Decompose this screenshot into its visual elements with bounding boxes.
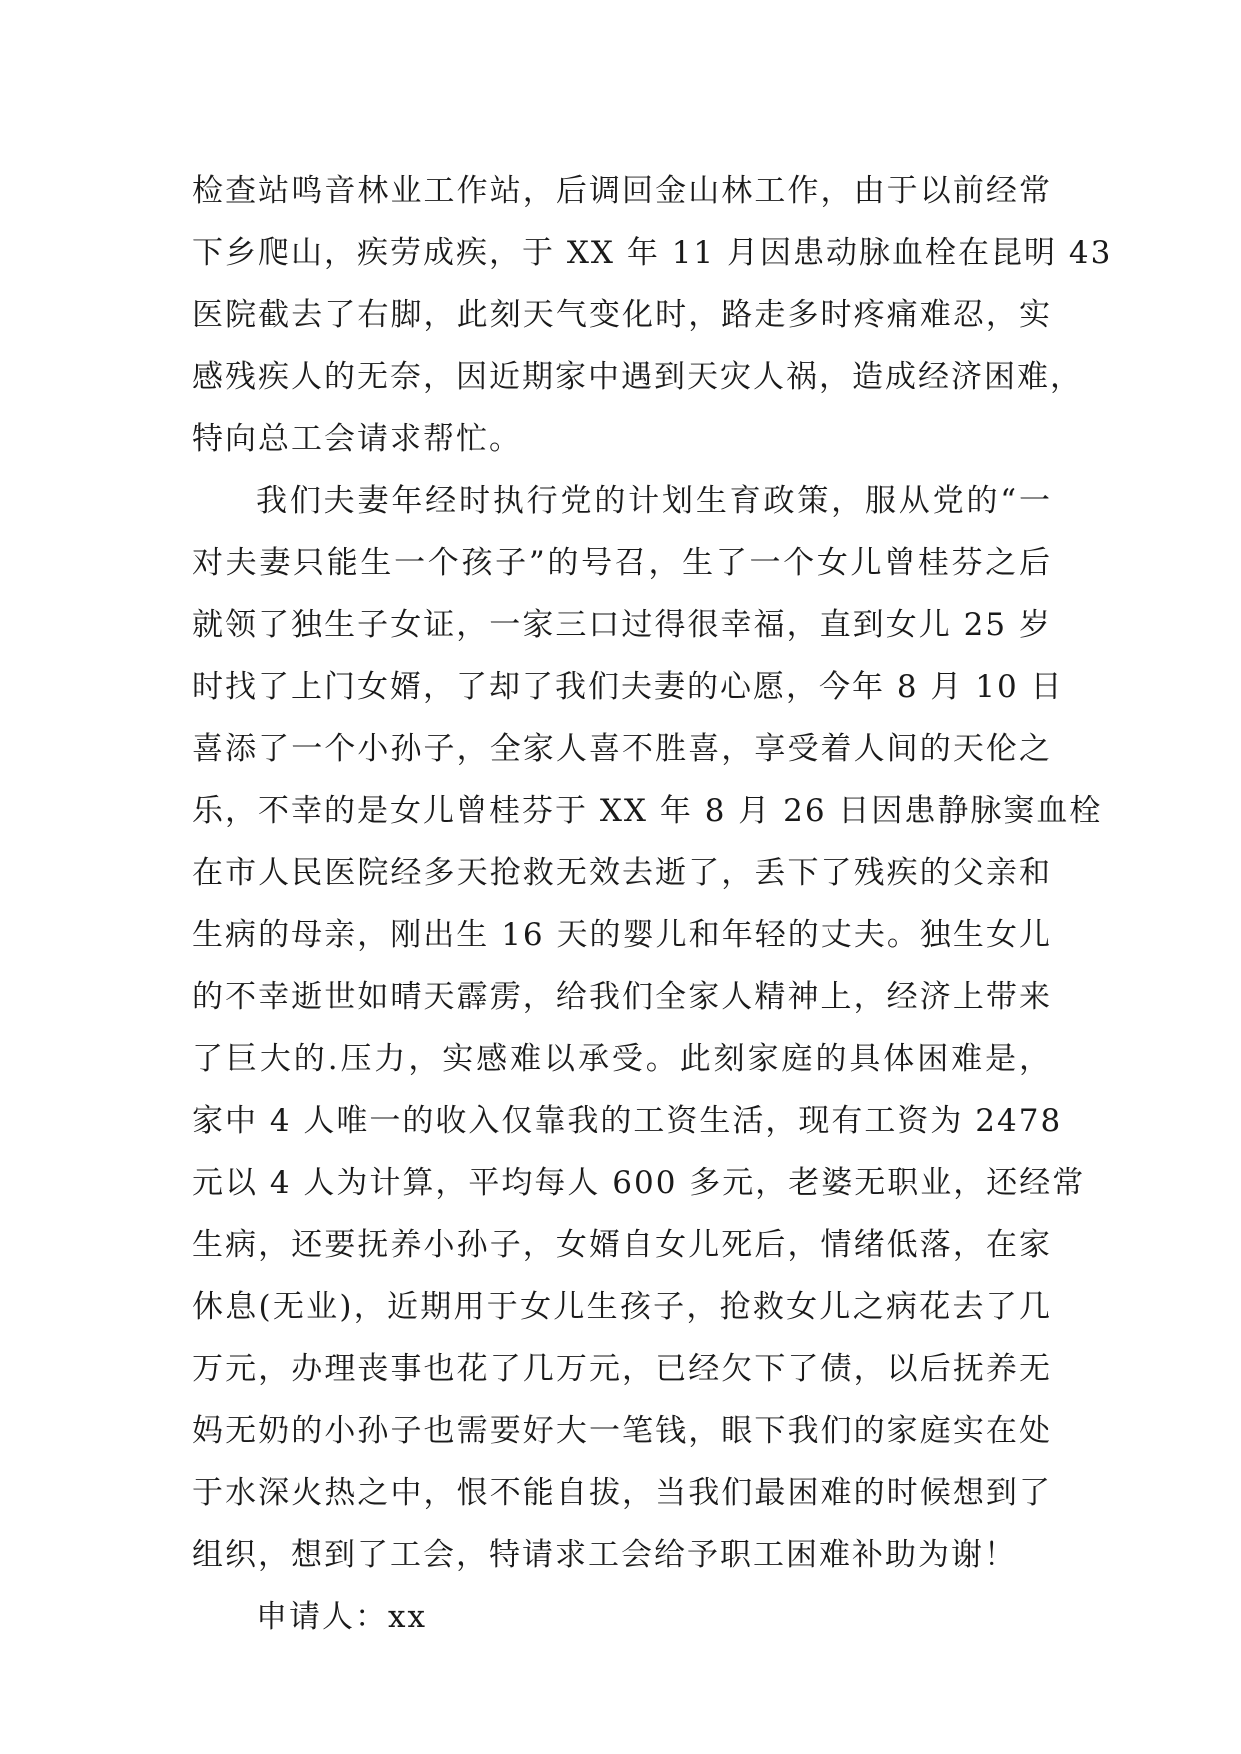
text-line: 乐，不幸的是女儿曾桂芬于 XX 年 8 月 26 日因患静脉窦血栓: [192, 793, 1103, 829]
text-line: 医院截去了右脚，此刻天气变化时，路走多时疼痛难忍，实: [192, 297, 1052, 333]
text-line: 我们夫妻年经时执行党的计划生育政策，服从党的“一: [256, 483, 1052, 519]
text-line: 休息(无业)，近期用于女儿生孩子，抢救女儿之病花去了几: [192, 1289, 1052, 1325]
text-line: 喜添了一个小孙子，全家人喜不胜喜，享受着人间的天伦之: [192, 731, 1052, 767]
text-line: 生病，还要抚养小孙子，女婿自女儿死后，情绪低落，在家: [192, 1227, 1052, 1263]
text-line: 组织，想到了工会，特请求工会给予职工困难补助为谢！: [192, 1537, 1017, 1573]
document-body: [192, 160, 1113, 1648]
signature-block: [192, 1586, 1052, 1648]
text-line: 就领了独生子女证，一家三口过得很幸福，直到女儿 25 岁: [192, 607, 1052, 643]
text-line: 检查站鸣音林业工作站，后调回金山林工作，由于以前经常: [192, 173, 1052, 209]
text-line: 元以 4 人为计算，平均每人 600 多元，老婆无职业，还经常: [192, 1165, 1086, 1201]
paragraph: [192, 470, 1103, 1586]
text-line: 家中 4 人唯一的收入仅靠我的工资生活，现有工资为 2478: [192, 1103, 1063, 1139]
text-line: 万元，办理丧事也花了几万元，已经欠下了债，以后抚养无: [192, 1351, 1052, 1387]
text-line: 对夫妻只能生一个孩子”的号召，生了一个女儿曾桂芬之后: [192, 545, 1052, 581]
text-line: 妈无奶的小孙子也需要好大一笔钱，眼下我们的家庭实在处: [192, 1413, 1052, 1449]
text-line: 时找了上门女婿，了却了我们夫妻的心愿，今年 8 月 10 日: [192, 669, 1064, 705]
text-line: 的不幸逝世如晴天霹雳，给我们全家人精神上，经济上带来: [192, 979, 1052, 1015]
text-line: 生病的母亲，刚出生 16 天的婴儿和年轻的丈夫。独生女儿: [192, 917, 1052, 953]
text-line: 感残疾人的无奈，因近期家中遇到天灾人祸，造成经济困难，: [192, 359, 1083, 395]
text-line: 下乡爬山，疾劳成疾，于 XX 年 11 月因患动脉血栓在昆明 43: [192, 235, 1113, 271]
paragraph: [192, 160, 1113, 470]
text-line: 特向总工会请求帮忙。: [192, 421, 522, 457]
applicant-signature: 申请人：xx: [256, 1599, 427, 1635]
text-line: 于水深火热之中，恨不能自拔，当我们最困难的时候想到了: [192, 1475, 1052, 1511]
text-line: 在市人民医院经多天抢救无效去逝了，丢下了残疾的父亲和: [192, 855, 1052, 891]
text-line: 了巨大的.压力，实感难以承受。此刻家庭的具体困难是，: [192, 1041, 1052, 1077]
